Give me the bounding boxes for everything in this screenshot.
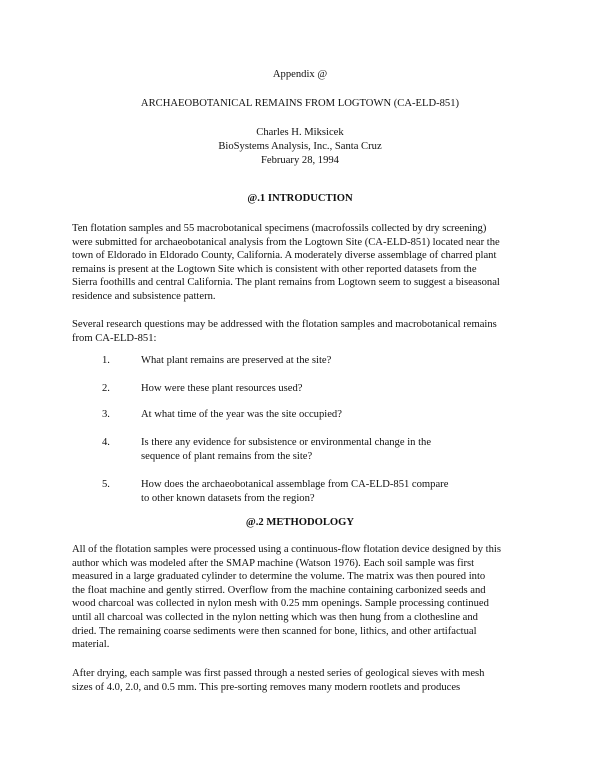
- question-number: 5.: [102, 479, 110, 490]
- appendix-label: Appendix @: [272, 69, 328, 80]
- question-number: 2.: [102, 383, 110, 394]
- question-text: [141, 478, 521, 505]
- question-line: How were these plant resources used?: [141, 383, 303, 394]
- author-name: Charles H. Miksicek: [256, 127, 344, 138]
- paragraph-line: material.: [72, 639, 110, 651]
- question-line: At what time of the year was the site occupied?: [141, 409, 342, 420]
- methodology-paragraph-1: [72, 543, 542, 652]
- paragraph-line: until all charcoal was collected in the nylon netting which was then hung from a clothesline and: [72, 611, 478, 623]
- author-affiliation: BioSystems Analysis, Inc., Santa Cruz: [218, 141, 382, 152]
- paragraph-line: residence and subsistence pattern.: [72, 290, 216, 302]
- paragraph-line: All of the flotation samples were processed using a continuous-flow flotation device designed by this: [72, 544, 501, 555]
- paragraph-line: from CA-ELD-851:: [72, 332, 157, 344]
- paragraph-line: Several research questions may be addressed with the flotation samples and macrobotanical remains: [72, 319, 497, 330]
- document-date: February 28, 1994: [261, 155, 339, 166]
- paragraph-line: After drying, each sample was first passed through a nested series of geological sieves with mesh: [72, 668, 485, 679]
- question-line: Is there any evidence for subsistence or environmental change in the: [141, 437, 432, 448]
- question-text: [141, 408, 521, 422]
- introduction-heading: @.1 INTRODUCTION: [247, 193, 353, 204]
- question-line: How does the archaeobotanical assemblage from CA-ELD-851 compare: [141, 479, 449, 490]
- question-text: [141, 382, 521, 396]
- question-number: 3.: [102, 409, 110, 420]
- methodology-paragraph-2: [72, 667, 542, 694]
- question-text: [141, 354, 521, 368]
- methodology-heading: @.2 METHODOLOGY: [245, 517, 355, 528]
- paragraph-line: author which was modeled after the SMAP machine (Watson 1976). Each soil sample was first: [72, 557, 475, 569]
- question-number: 1.: [102, 355, 110, 366]
- question-line: sequence of plant remains from the site?: [141, 450, 313, 462]
- paragraph-line: Ten flotation samples and 55 macrobotanical specimens (macrofossils collected by dry screening): [72, 223, 487, 234]
- paragraph-line: wood charcoal was collected in nylon mesh with 0.25 mm openings. Sample processing continued: [72, 598, 489, 610]
- paragraph-line: sizes of 4.0, 2.0, and 0.5 mm. This pre-sorting removes many modern rootlets and produces: [72, 681, 461, 693]
- paragraph-line: remains is present at the Logtown Site which is consistent with other reported datasets from the: [72, 263, 477, 275]
- question-number: 4.: [102, 437, 110, 448]
- question-text: [141, 436, 521, 463]
- paragraph-line: dried. The remaining coarse sediments were then scanned for bone, lithics, and other artifactual: [72, 625, 477, 637]
- paragraph-line: town of Eldorado in Eldorado County, California. A moderately diverse assemblage of charred plant: [72, 250, 497, 262]
- question-line: to other known datasets from the region?: [141, 492, 315, 504]
- question-line: What plant remains are preserved at the site?: [141, 355, 332, 366]
- document-title: ARCHAEOBOTANICAL REMAINS FROM LOGTOWN (CA-ELD-851): [140, 98, 460, 109]
- paragraph-line: the float machine and gently stirred. Overflow from the machine containing carbonized seeds and: [72, 584, 486, 596]
- introduction-paragraph-1: [72, 222, 542, 304]
- paragraph-line: measured in a large graduated cylinder to determine the volume. The matrix was then poured into: [72, 571, 486, 583]
- introduction-paragraph-2: [72, 318, 542, 345]
- paragraph-line: Sierra foothills and central California. The plant remains from Logtown seem to suggest a biseasonal: [72, 277, 500, 289]
- paragraph-line: were submitted for archaeobotanical analysis from the Logtown Site (CA-ELD-851) located near the: [72, 236, 500, 248]
